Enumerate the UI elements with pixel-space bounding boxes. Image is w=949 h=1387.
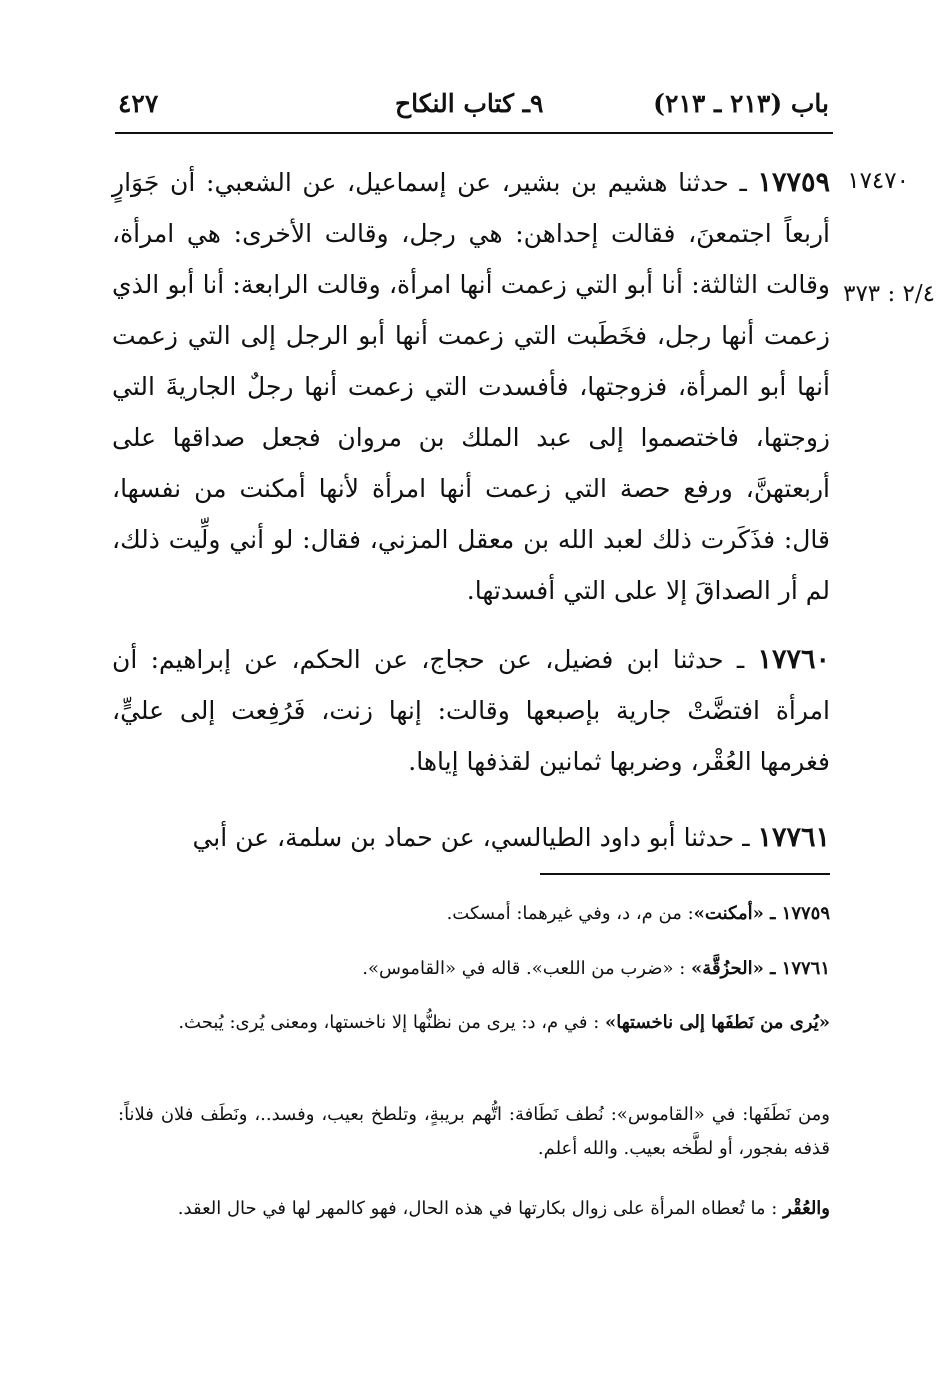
footnote-1 [118,897,830,931]
footnote-2 [118,952,830,986]
book-title-heading: ٩ـ كتاب النكاح [395,89,544,118]
hadith-number: ١٧٧٦٠ [757,644,830,675]
footnote-separator [540,873,830,875]
hadith-17761 [112,812,830,863]
page-number: ٤٢٧ [118,89,159,118]
hadith-text: ـ حدثنا ابن فضيل، عن حجاج، عن الحكم، عن إبراهيم: أن امرأة افتضَّتْ جارية بإصبعها وقالت: إنها زنت، فَرُفِعت إلى عليٍّ، فغرمها العُقْر، وضربها ثمانين لقذفها إياها. [112,645,830,776]
footnote-lead: ١٧٧٦١ ـ «الحزُقَّة» [691,958,830,979]
chapter-section-heading: باب (٢١٣ ـ ٢١٣) [653,89,829,118]
hadith-text: ـ حدثنا هشيم بن بشير، عن إسماعيل، عن الشعبي: أن جَوَارٍ أربعاً اجتمعنَ، فقالت إحداهن: هي رجل، وقالت الأخرى: هي امرأة، وقالت الثالثة: أنا أبو التي زعمت أنها امرأة، وقالت الرابعة: أنا أبو الذي زعمت أنها رجل، فخَطَبت التي زعمت أنها أبو الرجل إلى التي زعمت أنها أبو المرأة، فزوجتها، فأفسدت التي زعمت أنها رجلٌ الجاريةَ التي زوجتها، فاختصموا إلى عبد الملك بن مروان فجعل صداقها على أربعتهنَّ، ورفع حصة التي زعمت أنها امرأة لأنها أمكنت من نفسها، قال: فذَكَرت ذلك لعبد الله بن معقل المزني، فقال: لو أني ولِّيت ذلك، لم أر الصداقَ إلا على التي أفسدتها. [112,168,830,605]
footnote-text: : «ضرب من اللعب». قاله في «القاموس». [362,958,692,979]
hadith-17760 [112,634,830,787]
footnote-lead: ١٧٧٥٩ ـ «أمكنت» [693,903,830,924]
footnote-4 [118,1098,830,1166]
hadith-number: ١٧٧٦١ [757,822,830,853]
hadith-number: ١٧٧٥٩ [757,167,830,198]
footnote-lead: «يُرى من نَطفَها إلى ناخستها» [605,1012,830,1033]
footnote-text: : ما تُعطاه المرأة على زوال بكارتها في هذه الحال، فهو كالمهر لها في حال العقد. [177,1198,784,1219]
footnote-lead: والعُقْر [783,1198,830,1219]
footnote-text: ومن نَطَفَها: في «القاموس»: نُطف نَطَافة: اتُّهم بريبةٍ، وتلطخ بعيب، وفسد..، ونَطَف فلان فلاناً: قذفه بفجور، أو لطَّخه بعيب. والله أعلم. [118,1104,830,1159]
footnote-text: : في م، د: يرى من نظنُّها إلا ناخستها، ومعنى يُرى: يُبحث. [178,1012,606,1033]
margin-reference-1: ١٧٤٧٠ [847,168,909,194]
footnote-text: : من م، د، وفي غيرهما: أمسكت. [446,903,694,924]
hadith-text: ـ حدثنا أبو داود الطيالسي، عن حماد بن سلمة، عن أبي [192,823,758,852]
margin-reference-2: ٢/٤ : ٣٧٣ [843,281,935,307]
hadith-17759 [112,157,830,616]
footnote-3 [118,1006,830,1040]
header-rule [115,132,833,134]
footnote-5 [118,1192,830,1226]
